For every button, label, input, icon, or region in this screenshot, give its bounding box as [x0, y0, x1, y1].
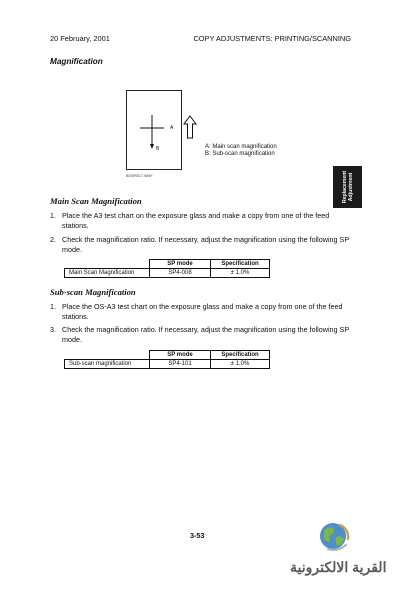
- figure-code: B039R017.WMF: [126, 174, 153, 178]
- globe-logo-icon: [318, 519, 352, 553]
- table-row: [65, 360, 270, 369]
- section-title-magnification: Magnification: [50, 57, 103, 66]
- sp-mode-table-main-scan: [64, 259, 270, 278]
- direction-arrow-icon: [183, 115, 197, 139]
- list-item: [50, 211, 358, 230]
- step-number: 1.: [50, 302, 56, 311]
- table-cell-spec: ± 1.0%: [211, 360, 270, 369]
- subheading-main-scan: Main Scan Magnification: [50, 196, 142, 206]
- figure-label-b: B: [156, 146, 160, 152]
- legend-sub-scan: B: Sub-scan magnification: [205, 151, 275, 157]
- watermark-text: القرية الالكترونية: [290, 559, 387, 575]
- table-cell-sp-mode: SP4-101: [150, 360, 211, 369]
- table-header-sp-mode: SP mode: [150, 351, 211, 360]
- table-header-blank: [65, 260, 150, 269]
- table-cell-spec: ± 1.0%: [211, 269, 270, 278]
- table-cell-label: Sub-scan magnification: [65, 360, 150, 369]
- list-item: [50, 302, 358, 321]
- step-number: 3.: [50, 325, 56, 334]
- figure-label-a: A: [170, 125, 174, 131]
- list-item: [50, 325, 358, 344]
- test-chart-figure: [126, 90, 182, 170]
- page-number: 3-53: [190, 531, 205, 540]
- sp-mode-table-sub-scan: [64, 350, 270, 369]
- step-text: Check the magnification ratio. If necessary, adjust the magnification using the following SP mode.: [62, 235, 349, 254]
- step-text: Place the A3 test chart on the exposure glass and make a copy from one of the feed stations.: [62, 211, 330, 230]
- table-cell-sp-mode: SP4-008: [150, 269, 211, 278]
- step-text: Place the OS-A3 test chart on the exposure glass and make a copy from one of the feed stations.: [62, 302, 343, 321]
- side-tab-line1: Replacement: [341, 170, 348, 204]
- table-header-blank: [65, 351, 150, 360]
- list-item: [50, 235, 358, 254]
- header-date: 20 February, 2001: [50, 34, 110, 43]
- header-section: COPY ADJUSTMENTS: PRINTING/SCANNING: [193, 34, 351, 43]
- step-number: 1.: [50, 211, 56, 220]
- table-header-specification: Specification: [211, 351, 270, 360]
- legend-main-scan: A: Main scan magnification: [205, 144, 277, 150]
- step-number: 2.: [50, 235, 56, 244]
- subheading-sub-scan: Sub-scan Magnification: [50, 287, 136, 297]
- table-cell-label: Main Scan Magnification: [65, 269, 150, 278]
- table-row: [65, 269, 270, 278]
- crosshair-diagram: [127, 91, 183, 171]
- step-text: Check the magnification ratio. If necessary, adjust the magnification using the following SP mode.: [62, 325, 349, 344]
- side-tab-line2: Adjustment: [347, 172, 354, 202]
- side-tab: [333, 166, 362, 208]
- table-header-specification: Specification: [211, 260, 270, 269]
- table-header-sp-mode: SP mode: [150, 260, 211, 269]
